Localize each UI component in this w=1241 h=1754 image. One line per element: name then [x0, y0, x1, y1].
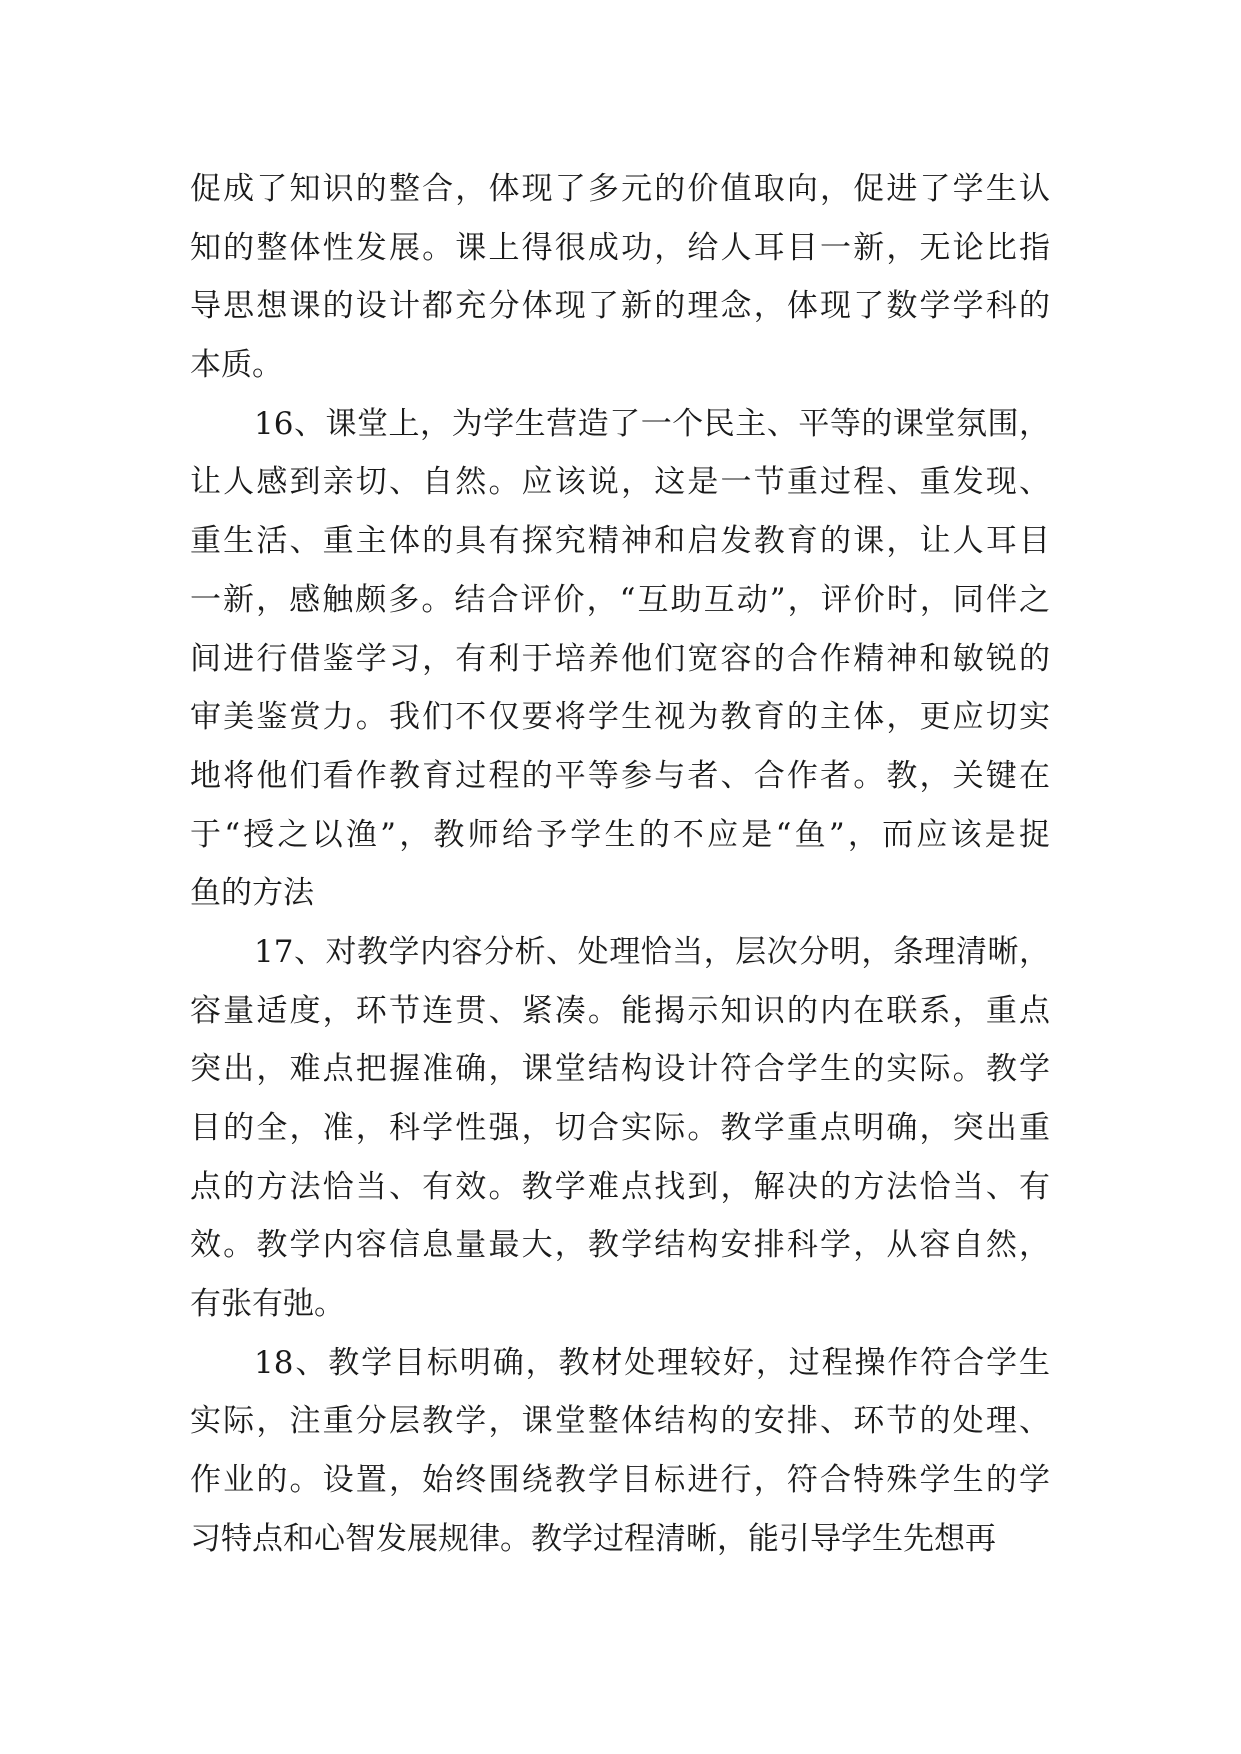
- paragraph-paragraph-16: [190, 395, 1050, 923]
- paragraph-intro-continuation: [190, 160, 1050, 395]
- text-line: 地将他们看作教育过程的平等参与者、合作者。教，关键在: [190, 757, 1050, 794]
- text-line: 有张有弛。: [190, 1286, 345, 1323]
- paragraph-paragraph-18: [190, 1334, 1050, 1569]
- text-line: 效。教学内容信息量最大，教学结构安排科学，从容自然，: [190, 1227, 1050, 1264]
- text-line: 突出，难点把握准确，课堂结构设计符合学生的实际。教学: [190, 1051, 1050, 1088]
- text-line: 17、对教学内容分析、处理恰当，层次分明，条理清晰，: [254, 933, 1050, 970]
- text-line: 点的方法恰当、有效。教学难点找到，解决的方法恰当、有: [190, 1168, 1050, 1205]
- text-line: 鱼的方法: [190, 875, 314, 912]
- text-line: 导思想课的设计都充分体现了新的理念，体现了数学学科的: [190, 288, 1050, 325]
- text-line: 审美鉴赏力。我们不仅要将学生视为教育的主体，更应切实: [190, 699, 1050, 736]
- text-line: 间进行借鉴学习，有利于培养他们宽容的合作精神和敏锐的: [190, 640, 1050, 677]
- paragraph-paragraph-17: [190, 923, 1050, 1334]
- text-line: 促成了知识的整合，体现了多元的价值取向，促进了学生认: [190, 171, 1050, 207]
- text-line: 本质。: [190, 347, 283, 384]
- text-line: 重生活、重主体的具有探究精神和启发教育的课，让人耳目: [190, 523, 1050, 560]
- text-line: 习特点和心智发展规律。教学过程清晰，能引导学生先想再: [190, 1520, 996, 1557]
- text-line: 实际，注重分层教学，课堂整体结构的安排、环节的处理、: [190, 1403, 1050, 1440]
- document-body: [190, 160, 1050, 1569]
- text-line: 16、课堂上，为学生营造了一个民主、平等的课堂氛围，: [254, 405, 1050, 442]
- text-line: 一新，感触颇多。结合评价，“互助互动”，评价时，同伴之: [190, 581, 1050, 618]
- text-line: 容量适度，环节连贯、紧凑。能揭示知识的内在联系，重点: [190, 992, 1050, 1029]
- text-line: 目的全，准，科学性强，切合实际。教学重点明确，突出重: [190, 1110, 1050, 1146]
- text-line: 18、教学目标明确，教材处理较好，过程操作符合学生: [254, 1344, 1050, 1381]
- text-line: 知的整体性发展。课上得很成功，给人耳目一新，无论比指: [190, 229, 1050, 266]
- text-line: 于“授之以渔”，教师给予学生的不应是“鱼”，而应该是捉: [190, 816, 1050, 853]
- text-line: 作业的。设置，始终围绕教学目标进行，符合特殊学生的学: [190, 1462, 1050, 1499]
- text-line: 让人感到亲切、自然。应该说，这是一节重过程、重发现、: [190, 464, 1050, 501]
